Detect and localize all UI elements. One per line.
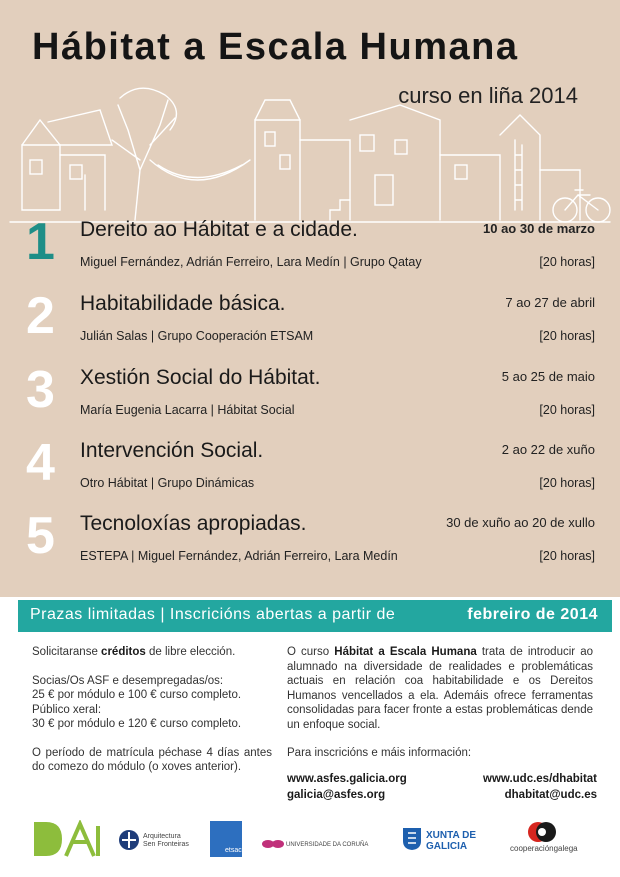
course-description	[287, 645, 593, 732]
module-teachers: ESTEPA | Miguel Fernández, Adrián Ferreiro, Lara Medín	[80, 549, 398, 563]
enrolment-note: O período de matrícula péchase 4 días antes do comezo do módulo (o xoves anterior).	[32, 746, 272, 773]
price-line: Público xeral:	[32, 703, 102, 716]
xunta-logo-text: XUNTA DE GALICIA	[426, 830, 476, 852]
description-course-name: Hábitat a Escala Humana	[334, 646, 477, 658]
module-number: 3	[26, 361, 55, 419]
udc-website-link[interactable]: www.udc.es/dhabitat	[483, 773, 597, 785]
module-1	[0, 213, 620, 288]
price-line: 25 € por módulo e 100 € curso completo.	[32, 689, 242, 701]
village-sketch-illustration	[0, 60, 620, 230]
registration-date: febreiro de 2014	[467, 606, 598, 623]
description-text-end: trata de introducir ao alumnado na diversidade de realidades e problemáticas actuais en relación coa habitabilidade e os Dereitos Humanos vencellados a ela. Ademáis ofrece ferramentas consolidadas para facer fronte a estas problemáticas dende un enfoque social.	[287, 646, 593, 731]
poster-title: Hábitat a Escala Humana	[32, 26, 519, 68]
udc-logo-mark	[262, 839, 284, 849]
module-dates: 5 ao 25 de maio	[501, 369, 595, 384]
module-3	[0, 361, 620, 436]
cooperacion-logo-text: cooperacióngalega	[510, 844, 578, 853]
module-number: 4	[26, 434, 55, 492]
description-column	[287, 645, 593, 775]
asf-logo-text: Arquitectura Sen Fronteiras	[143, 833, 189, 848]
udc-logo-text: UNIVERSIDADE DA CORUÑA	[286, 842, 369, 848]
sponsor-logos	[0, 815, 620, 865]
module-4	[0, 434, 620, 509]
credits-bold: créditos	[101, 646, 146, 658]
credits-text: Solicitaranse	[32, 646, 102, 658]
credits-text-end: de libre elección.	[145, 646, 236, 658]
dhabitat-logo	[32, 820, 102, 858]
module-teachers: María Eugenia Lacarra | Hábitat Social	[80, 403, 295, 417]
etsac-logo-text: etsac	[225, 847, 242, 854]
module-teachers: Julián Salas | Grupo Cooperación ETSAM	[80, 329, 314, 343]
credits-note	[32, 645, 272, 660]
cooperacion-galega-logo	[527, 821, 557, 843]
module-hours: [20 horas]	[539, 549, 595, 563]
info-label: Para inscricións e máis información:	[287, 747, 472, 759]
module-number: 1	[26, 213, 55, 271]
module-title: Habitabilidade básica.	[80, 292, 286, 315]
module-title: Intervención Social.	[80, 439, 264, 462]
asf-globe-logo	[118, 829, 140, 851]
registration-text: Prazas limitadas | Inscricións abertas a partir de	[30, 606, 396, 623]
pricing-column	[32, 645, 272, 789]
module-2	[0, 287, 620, 362]
module-dates: 2 ao 22 de xuño	[501, 442, 595, 457]
module-teachers: Otro Hábitat | Grupo Dinámicas	[80, 476, 255, 490]
xunta-shield-logo	[402, 827, 422, 851]
registration-banner	[18, 600, 612, 632]
module-dates: 7 ao 27 de abril	[505, 295, 595, 310]
module-title: Tecnoloxías apropiadas.	[80, 512, 307, 535]
price-line: Socias/Os ASF e desempregadas/os:	[32, 674, 224, 687]
module-dates: 30 de xuño ao 20 de xullo	[446, 515, 595, 530]
price-line: 30 € por módulo e 120 € curso completo.	[32, 718, 242, 730]
asf-website-link[interactable]: www.asfes.galicia.org	[287, 773, 407, 785]
module-dates: 10 ao 30 de marzo	[483, 221, 595, 236]
module-title: Xestión Social do Hábitat.	[80, 366, 321, 389]
udc-email-link[interactable]: dhabitat@udc.es	[504, 789, 597, 801]
module-5	[0, 507, 620, 582]
module-hours: [20 horas]	[539, 255, 595, 269]
price-list	[32, 674, 272, 732]
module-teachers: Miguel Fernández, Adrián Ferreiro, Lara Medín | Grupo Qatay	[80, 255, 422, 269]
module-number: 2	[26, 287, 55, 345]
module-hours: [20 horas]	[539, 403, 595, 417]
module-hours: [20 horas]	[539, 329, 595, 343]
module-number: 5	[26, 507, 55, 565]
poster-subtitle: curso en liña 2014	[398, 83, 578, 108]
module-title: Dereito ao Hábitat e a cidade.	[80, 218, 358, 241]
asf-email-link[interactable]: galicia@asfes.org	[287, 789, 386, 801]
description-text: O curso	[287, 646, 335, 658]
module-hours: [20 horas]	[539, 476, 595, 490]
